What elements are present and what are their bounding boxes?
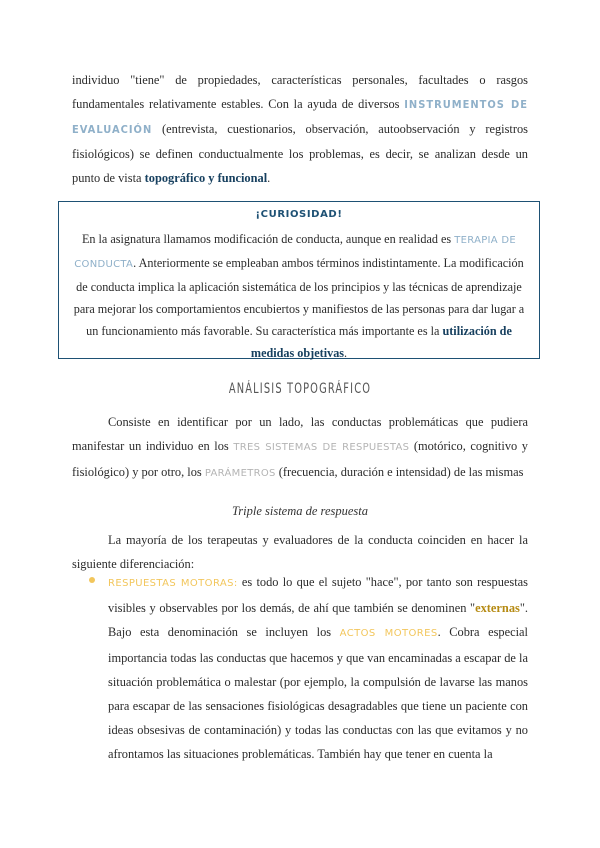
paragraph-text: individuo "tiene" de propiedades, características personales, facultades o rasgos fundamentales relativamente estables. Con la ayuda de diversos	[72, 73, 528, 111]
highlight-motor-responses: RESPUESTAS MOTORAS:	[108, 578, 238, 589]
highlight-evaluation-instruments: INSTRUMENTOS DE EVALUACIÓN	[72, 98, 528, 136]
bullet-text: es todo lo que el sujeto "hace", por tanto son respuestas visibles y observables por los demás, de ahí que también se denominen "	[108, 575, 529, 615]
bullet-motor-responses	[108, 570, 528, 766]
paragraph-text: Consiste en identificar por un lado, las conductas problemáticas que pudiera manifestar un individuo en los	[72, 415, 528, 453]
highlight-three-response-systems: TRES SISTEMAS DE RESPUESTAS	[233, 442, 410, 453]
section-heading: ANÁLISIS TOPOGRÁFICO	[228, 381, 372, 397]
paragraph-topographic	[72, 410, 528, 486]
curiosity-text-part: En la asignatura llamamos modificación de conducta, aunque en realidad es	[81, 232, 455, 246]
bold-topographic-functional: topográfico y funcional	[144, 171, 268, 185]
curiosity-title: ¡CURIOSIDAD!	[255, 209, 343, 220]
curiosity-text	[69, 228, 529, 364]
subsection-heading: Triple sistema de respuesta	[232, 504, 368, 518]
curiosity-box	[58, 201, 540, 359]
highlight-behavior-therapy: TERAPIA DE CONDUCTA	[74, 235, 517, 270]
bullet-text: . Cobra especial importancia todas las conductas que hacemos y que van encaminadas a escapar de la situación problemática o malestar (por ejemplo, la compulsión de lavarse las manos para escapar de las sensaciones fisiológicas desagradables que tiene un paciente con ideas obsesivas de contaminación) y todas las conductas con las que evitamos y no afrontamos las situaciones problemáticas. También hay que tener en cuenta la	[108, 625, 528, 761]
highlight-motor-acts: ACTOS MOTORES	[339, 628, 438, 639]
paragraph-text: (motórico, cognitivo y fisiológico) y por otro, los	[72, 439, 528, 479]
paragraph-text: (frecuencia, duración e intensidad) de las mismas	[275, 465, 524, 479]
paragraph-intro	[72, 528, 528, 576]
paragraph-text: La mayoría de los terapeutas y evaluadores de la conducta coinciden en hacer la siguiente diferenciación:	[72, 533, 528, 571]
paragraph-text: (entrevista, cuestionarios, observación, autoobservación y registros fisiológicos) se definen conductualmente los problemas, es decir, se analizan desde un punto de vista	[72, 122, 528, 185]
paragraph-text: .	[267, 171, 271, 185]
curiosity-text-part: .	[344, 346, 348, 360]
curiosity-text-part: . Anteriormente se empleaban ambos términos indistintamente. La modificación de conducta implica la aplicación sistemática de los principios y las técnicas de aprendizaje para mejorar los comportamientos encubiertos y manifiestos de las personas para dar lugar a un funcionamiento más favorable. Su característica más importante es la	[73, 256, 525, 338]
bullet-text: ". Bajo esta denominación se incluyen los	[108, 601, 528, 639]
bold-objective-measures: utilización de medidas objetivas	[250, 324, 512, 360]
highlight-parameters: PARÁMETROS	[204, 468, 276, 479]
paragraph-evaluation	[72, 68, 528, 190]
bullet-icon	[89, 577, 95, 583]
bold-external: externas	[475, 601, 520, 615]
